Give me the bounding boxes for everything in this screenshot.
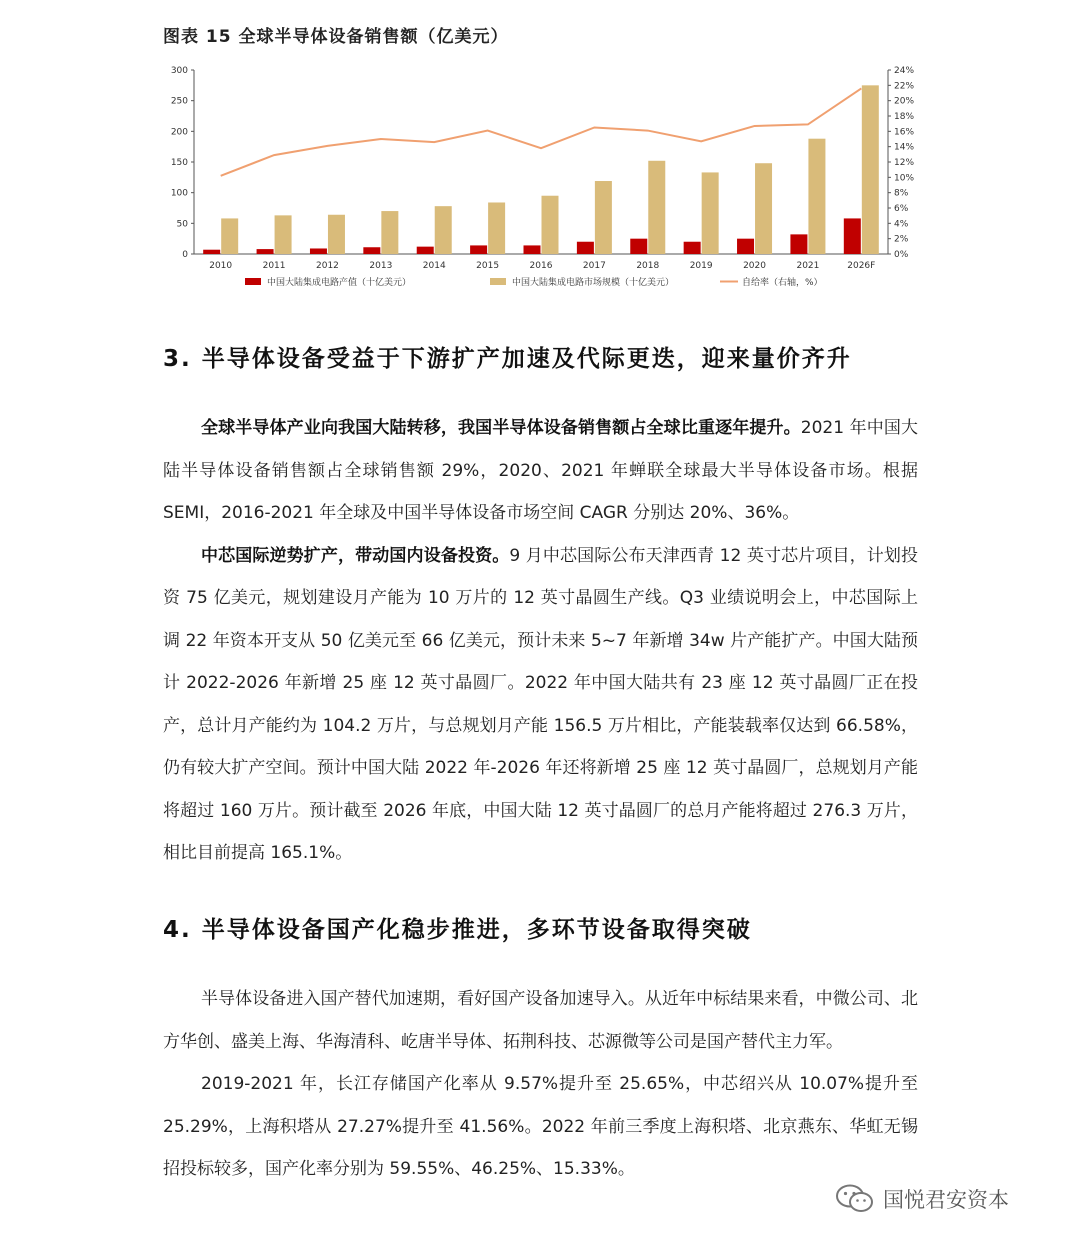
bar-ic-market [275, 215, 292, 254]
bar-ic-market [808, 139, 825, 254]
y-tick-label-right: 16% [894, 127, 915, 138]
y-tick-label-right: 18% [894, 112, 915, 122]
y-tick-label-right: 12% [894, 158, 915, 168]
section-4-body [163, 978, 918, 1191]
section-3-p2-lead: 中芯国际逆势扩产，带动国内设备投资。 [201, 545, 510, 566]
y-tick-label-right: 8% [894, 188, 909, 199]
bar-ic-market [542, 196, 559, 254]
x-tick-label: 2015 [476, 261, 500, 271]
bar-ic-output [257, 249, 274, 254]
y-tick-label-right: 6% [894, 204, 909, 214]
bar-ic-market [435, 206, 452, 254]
bar-ic-market [862, 85, 879, 254]
section-3-body [163, 407, 918, 875]
y-tick-label-right: 10% [894, 173, 915, 184]
bar-ic-market [221, 218, 238, 254]
bar-ic-output [203, 250, 220, 254]
bar-ic-output [577, 242, 594, 254]
y-tick-label-right: 14% [894, 142, 915, 153]
y-tick-label-right: 24% [894, 66, 915, 76]
bar-ic-output [684, 242, 701, 254]
section-4-paragraph-2: 2019-2021 年，长江存储国产化率从 9.57%提升至 25.65%，中芯绍兴从 10.07%提升至 25.29%，上海积塔从 27.27%提升至 41.56%。2022 年前三季度上海积塔、北京燕东、华虹无锡招投标较多，国产化率分别为 59.55%、46.25%、15.33%。 [163, 1074, 918, 1179]
bar-ic-market [648, 161, 665, 254]
x-tick-label: 2014 [422, 261, 446, 271]
legend-swatch [490, 278, 506, 285]
y-tick-label-right: 2% [894, 234, 909, 245]
x-tick-label: 2013 [369, 261, 393, 271]
x-tick-label: 2012 [316, 261, 339, 271]
x-tick-label: 2018 [636, 261, 660, 271]
wechat-icon [835, 1183, 875, 1215]
x-tick-label: 2011 [262, 261, 286, 271]
y-tick-label-left: 250 [170, 96, 188, 107]
bar-ic-output [524, 245, 541, 254]
y-tick-label-right: 20% [894, 96, 915, 107]
bar-ic-output [737, 239, 754, 254]
bar-ic-market [381, 211, 398, 254]
y-tick-label-right: 4% [894, 219, 909, 230]
x-tick-label: 2016 [529, 261, 553, 271]
section-3-title: 3. 半导体设备受益于下游扩产加速及代际更迭，迎来量价齐升 [163, 346, 852, 372]
watermark [835, 1183, 1009, 1215]
x-tick-label: 2019 [689, 261, 713, 271]
bar-ic-output [417, 247, 434, 254]
legend-label: 中国大陆集成电路产值（十亿美元） [267, 278, 412, 288]
bar-ic-market [328, 215, 345, 254]
section-3-p1-text: 2021 年中国大陆半导体设备销售额占全球销售额 29%，2020、2021 年蝉联全球最大半导体设备市场。根据 SEMI，2016-2021 年全球及中国半导体设备市场空间 CAGR 分别达 20%、36%。 [163, 418, 918, 523]
legend-label: 中国大陆集成电路市场规模（十亿美元） [512, 278, 675, 288]
x-tick-label: 2026F [847, 261, 876, 271]
section-3-paragraph-2 [163, 535, 918, 875]
section-4-paragraph-1: 半导体设备进入国产替代加速期，看好国产设备加速导入。从近年中标结果来看，中微公司、北方华创、盛美上海、华海清科、屹唐半导体、拓荆科技、芯源微等公司是国产替代主力军。 [163, 989, 918, 1052]
legend-swatch [245, 278, 261, 285]
y-tick-label-right: 0% [894, 250, 909, 260]
y-tick-label-left: 200 [170, 127, 188, 138]
section-3-p2-text: 9 月中芯国际公布天津西青 12 英寸芯片项目，计划投资 75 亿美元，规划建设月产能为 10 万片的 12 英寸晶圆生产线。Q3 业绩说明会上，中芯国际上调 22 年资本开支从 50 亿美元至 66 亿美元，预计未来 5~7 年新增 34w 片产能扩产。中国大陆预计 2022-2026 年新增 25 座 12 英寸晶圆厂。2022 年中国大陆共有 23 座 12 英寸晶圆厂正在投产，总计月产能约为 104.2 万片，与总规划月产能 156.5 万片相比，产能装载率仅达到 66.58%，仍有较大扩产空间。预计中国大陆 2022 年-2026 年还将新增 25 座 12 英寸晶圆厂，总规划月产能将超过 160 万片。预计截至 2026 年底，中国大陆 12 英寸晶圆厂的总月产能将超过 276.3 万片，相比目前提高 165.1%。 [163, 545, 918, 863]
section-3-p1-lead: 全球半导体产业向我国大陆转移，我国半导体设备销售额占全球比重逐年提升。 [201, 418, 801, 438]
y-tick-label-left: 150 [170, 158, 188, 168]
bar-ic-market [595, 181, 612, 254]
chart-caption: 图表 15 全球半导体设备销售额（亿美元） [163, 27, 509, 47]
x-tick-label: 2020 [743, 261, 766, 271]
y-tick-label-left: 100 [170, 188, 188, 199]
bar-ic-output [630, 239, 647, 254]
bar-ic-output [470, 245, 487, 254]
y-tick-label-left: 50 [176, 219, 188, 230]
bar-ic-output [844, 218, 861, 254]
chart [150, 55, 930, 300]
bar-ic-market [488, 202, 505, 254]
watermark-text: 国悦君安资本 [883, 1188, 1009, 1212]
bar-ic-output [310, 248, 327, 254]
x-tick-label: 2010 [209, 261, 233, 271]
y-tick-label-left: 300 [170, 66, 188, 76]
legend-label: 自给率（右轴，%） [742, 278, 823, 288]
bar-ic-output [363, 247, 380, 254]
y-tick-label-left: 0 [182, 250, 188, 260]
y-tick-label-right: 22% [894, 81, 915, 92]
line-self-sufficiency [221, 88, 862, 175]
section-4-title: 4. 半导体设备国产化稳步推进，多环节设备取得突破 [163, 917, 752, 943]
chart-svg [150, 55, 930, 300]
x-tick-label: 2017 [582, 261, 606, 271]
x-tick-label: 2021 [796, 261, 820, 271]
bar-ic-market [755, 163, 772, 254]
bar-ic-market [702, 172, 719, 254]
section-3-paragraph-1 [163, 407, 918, 535]
bar-ic-output [790, 234, 807, 254]
